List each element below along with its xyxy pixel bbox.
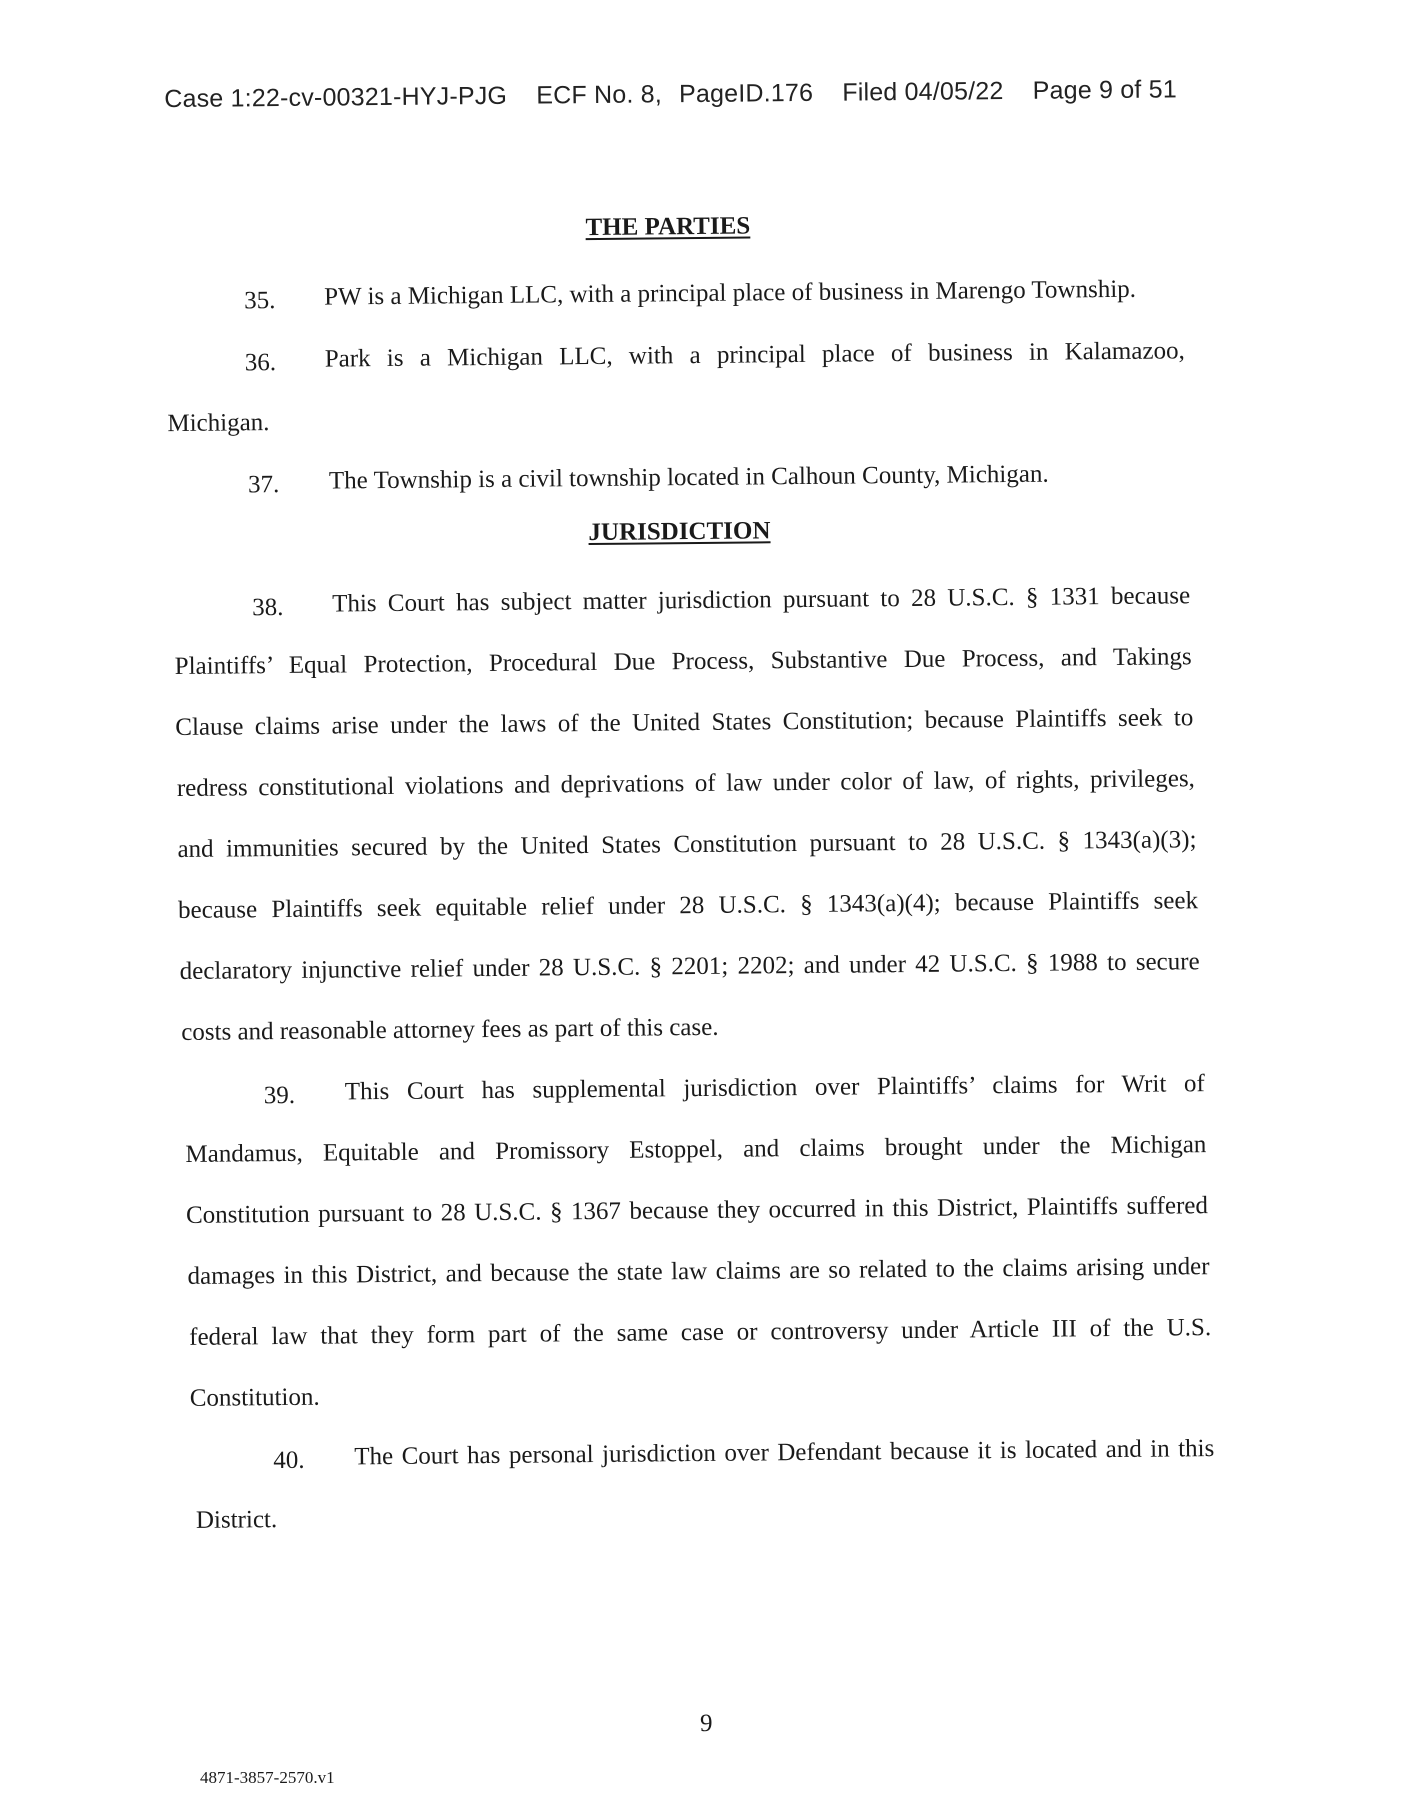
case-number: Case 1:22-cv-00321-HYJ-PJG: [164, 81, 508, 114]
paragraph-38-line: Clause claims arise under the laws of the United States Constitution; because Plaintiffs seek to: [175, 704, 1194, 742]
case-header: [164, 75, 1199, 114]
paragraph-39-line: Mandamus, Equitable and Promissory Estoppel, and claims brought under the Michigan: [185, 1131, 1207, 1168]
filed-date: Filed 04/05/22: [842, 77, 1004, 107]
ecf-number: ECF No. 8,: [536, 80, 663, 110]
paragraph-36-line: Michigan.: [167, 409, 270, 438]
paragraph-36-number: 36.: [244, 349, 277, 377]
paragraph-38-number: 38.: [252, 593, 284, 622]
paragraph-38-line: because Plaintiffs seek equitable relief under 28 U.S.C. § 1343(a)(4); because Plaintiffs seek: [177, 887, 1199, 925]
parties-heading: THE PARTIES: [585, 212, 751, 242]
paragraph-38-line: costs and reasonable attorney fees as part of this case.: [181, 1013, 719, 1046]
page-number: 9: [700, 1710, 713, 1737]
paragraph-35-line: PW is a Michigan LLC, with a principal place of business in Marengo Township.: [324, 275, 1137, 311]
paragraph-36-line: Park is a Michigan LLC, with a principal place of business in Kalamazoo,: [324, 337, 1185, 373]
paragraph-40-line: The Court has personal jurisdiction over Defendant because it is located and in this: [354, 1435, 1215, 1471]
paragraph-38-line: declaratory injunctive relief under 28 U.S.C. § 2201; 2202; and under 42 U.S.C. § 1988 to secure: [179, 948, 1200, 985]
paragraph-40-number: 40.: [273, 1446, 305, 1475]
page-of: Page 9 of 51: [1032, 75, 1177, 105]
paragraph-39-line: federal law that they form part of the same case or controversy under Article III of the U.S.: [189, 1314, 1212, 1351]
document-id: 4871-3857-2570.v1: [200, 1768, 335, 1787]
paragraph-37-number: 37.: [247, 471, 280, 499]
paragraph-39-number: 39.: [263, 1081, 296, 1110]
paragraph-38-line: and immunities secured by the United States Constitution pursuant to 28 U.S.C. § 1343(a)(3);: [177, 826, 1197, 864]
paragraph-38-line: Plaintiffs’ Equal Protection, Procedural Due Process, Substantive Due Process, and Takings: [174, 643, 1192, 681]
page-id: PageID.176: [678, 78, 814, 109]
paragraph-39-line: Constitution pursuant to 28 U.S.C. § 1367 because they occurred in this District, Plaintiffs suffered: [185, 1192, 1209, 1229]
paragraph-35-number: 35.: [244, 287, 276, 315]
paragraph-39-line: damages in this District, and because the state law claims are so related to the claims arising under: [187, 1253, 1210, 1290]
paragraph-39-line: This Court has supplemental jurisdiction over Plaintiffs’ claims for Writ of: [344, 1070, 1205, 1106]
paragraph-39-line: Constitution.: [189, 1383, 320, 1412]
jurisdiction-heading: JURISDICTION: [588, 517, 771, 547]
paragraph-38-line: This Court has subject matter jurisdiction pursuant to 28 U.S.C. § 1331 because: [332, 582, 1191, 618]
paragraph-40-line: District.: [195, 1506, 278, 1534]
paragraph-38-line: redress constitutional violations and deprivations of law under color of law, of rights, privileges,: [176, 765, 1195, 803]
paragraph-37-line: The Township is a civil township located in Calhoun County, Michigan.: [328, 460, 1049, 495]
